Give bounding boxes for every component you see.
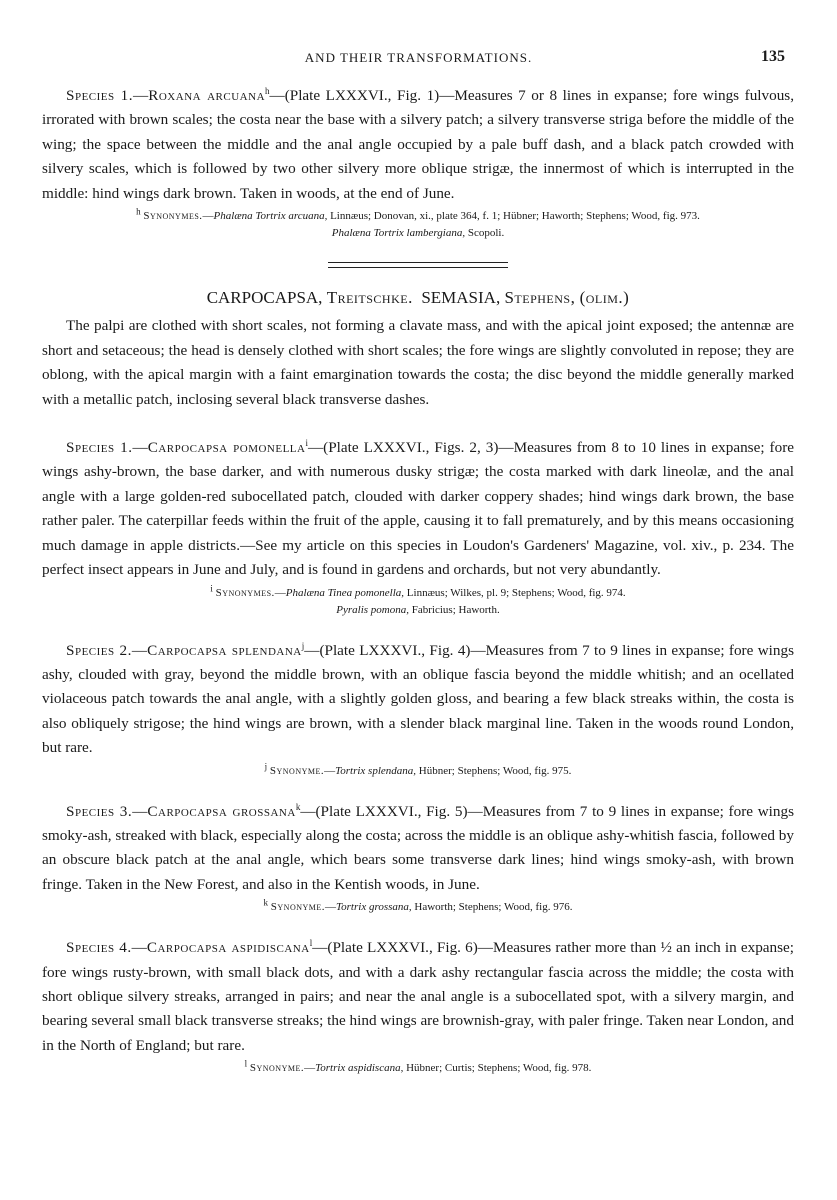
footnote-label: Synonyme. [249, 1062, 305, 1075]
page-number: 135 [761, 48, 785, 65]
species-name: Carpocapsa splendana [147, 641, 302, 659]
footnote-label: Synonymes. [215, 586, 275, 599]
genus-synonym-name: SEMASIA, [421, 288, 501, 308]
genus-note: (olim.) [579, 288, 630, 308]
species-entry-carpocapsa-pomonella: Species 1.—Carpocapsa pomonella$^i$—(Plate LXXXVI., Figs. 2, 3)—Measures from 8 to 10 lines in expanse; fore wings ashy-brown, the base darker, and with numerous dusky strigæ; the costa marked with dark lineolæ, and the anal angle with a large golden-red subocellated patch, clouded with darker coppery shades; hind wings dark brown, the base rather paler. The caterpillar feeds within the fruit of the apple, causing it to fall prematurely, and by this means occasioning much damage in apple districts.—See my article on this species in Loudon's Gardeners' Magazine, vol. xiv., p. 234. The perfect insect appears in June and July, and is found in gardens and orchards, but not very abundantly. [42, 438, 794, 579]
footnote-ref: i [305, 438, 308, 448]
footnote-pomonella: $^i$ Synonymes.—Phalæna Tinea pomonella, Linnæus; Wilkes, pl. 9; Stephens; Wood, fig. 974. Pyralis pomona, Fabricius; Haworth. [210, 582, 626, 616]
footnote-ref: k [295, 801, 301, 812]
genus-synonym-author: Stephens, [504, 288, 576, 308]
synonym-refs: Linnæus; Wilkes, pl. 9; Stephens; Wood, fig. 974. [406, 586, 626, 599]
footnote-mark: h [136, 206, 141, 217]
species-label: Species 3. [66, 802, 133, 820]
synonym-refs: Linnæus; Donovan, xi., plate 364, f. 1; Hübner; Haworth; Stephens; Wood, fig. 973. [330, 210, 700, 223]
running-head: AND THEIR TRANSFORMATIONS. [304, 50, 533, 65]
species-entry-carpocapsa-grossana: Species 3.—Carpocapsa grossana$^k$—(Plate LXXXVI., Fig. 5)—Measures from 7 to 9 lines in expanse; fore wings smoky-ash, streaked with black, especially along the costa; across the middle is an oblique ashy-whitish fascia, followed by an obscure black patch at the anal angle, which bears some transverse dark lines; hind wings smoky-ash, with brown fringe. Taken in the New Forest, and also in the Kentish woods, in June. [42, 801, 794, 893]
species-label: Species 2. [66, 641, 132, 659]
species-description: —(Plate LXXXVI., Fig. 1)—Measures 7 or 8 lines in expanse; fore wings fulvous, irrorated with brown scales; the costa near the base with a silvery patch; a silvery transverse striga before the middle of the wing; the space between the middle and the anal angle occupied by a pale buff dash, and a black patch crowded with silvery scales, which is followed by two other silvery more oblique strigæ, the innermost of which is interrupted in the middle: hind wings dark brown. Taken in woods, at the end of June. [42, 87, 794, 202]
synonym-refs: Fabricius; Haworth. [411, 603, 500, 616]
synonym-refs: Haworth; Stephens; Wood, fig. 976. [414, 901, 573, 914]
footnote-grossana: $^k$ Synonyme.—Tortrix grossana, Haworth; Stephens; Wood, fig. 976. [263, 897, 573, 914]
footnote-mark: j [264, 760, 268, 771]
species-label: Species 1. [66, 87, 134, 104]
species-name: Carpocapsa grossana [147, 802, 296, 820]
species-description: —(Plate LXXXVI., Figs. 2, 3)—Measures from 8 to 10 lines in expanse; fore wings ashy-brown, the base darker, and with numerous dusky strigæ; the costa marked with dark lineolæ, and the anal angle with a large golden-red subocellated patch, clouded with darker coppery shades; hind wings dark brown, the base rather paler. The caterpillar feeds within the fruit of the apple, causing it to fall prematurely, and by this means occasioning much damage in apple districts.—See my article on this species in Loudon's Gardeners' Magazine, vol. xiv., p. 234. The perfect insect appears in June and July, and is found in gardens and orchards, but not very abundantly. [42, 439, 794, 579]
page-body [42, 84, 794, 1077]
footnote-ref: h [265, 85, 270, 96]
synonym-name: Pyralis pomona, [336, 603, 409, 616]
synonym-name: Phalæna Tortrix lambergiana, [331, 227, 466, 240]
species-name: Carpocapsa aspidiscana [146, 939, 310, 957]
species-entry-carpocapsa-aspidiscana: Species 4.—Carpocapsa aspidiscana$^l$—(Plate LXXXVI., Fig. 6)—Measures rather more than ½ an inch in expanse; fore wings rusty-brown, with small black dots, and with a dark ashy rectangular fascia across the middle; the costa with short oblique silvery streaks, arranged in pairs; and near the anal angle is a subocellated spot, with a silvery margin, and bearing several small black transverse streaks; the hind wings are brownish-gray, with paler fringe. Taken near London, and in the North of England; but rare. [42, 938, 795, 1054]
species-description: —(Plate LXXXVI., Fig. 4)—Measures from 7 to 9 lines in expanse; fore wings ashy, clouded with gray, beyond the middle brown, with an oblique fascia beyond the middle whitish; and an ocellated violaceous patch towards the anal angle, with a slightly golden gloss, and bearing a few black streaks within, the costa is also obliquely strigose; the hind wings are brown, with a slender black marginal line. Taken in the woods round London, but rare. [42, 641, 794, 757]
species-description: —(Plate LXXXVI., Fig. 5)—Measures from 7 to 9 lines in expanse; fore wings smoky-ash, streaked with black, especially along the costa; across the middle is an oblique ashy-whitish fascia, followed by an obscure black patch at the anal angle, which bears some transverse dark lines; hind wings smoky-ash, with brown fringe. Taken in the New Forest, and also in the Kentish woods, in June. [42, 802, 794, 893]
synonym-name: Tortrix grossana, [336, 901, 412, 914]
footnote-ref: j [301, 640, 305, 651]
species-entry-carpocapsa-splendana: Species 2.—Carpocapsa splendana$^j$—(Plate LXXXVI., Fig. 4)—Measures from 7 to 9 lines in expanse; fore wings ashy, clouded with gray, beyond the middle brown, with an oblique fascia beyond the middle whitish; and an ocellated violaceous patch towards the anal angle, with a slightly golden gloss, and bearing a few black streaks within, the costa is also obliquely strigose; the hind wings are brown, with a slender black marginal line. Taken in the woods round London, but rare. [42, 640, 794, 757]
synonym-refs: Scopoli. [467, 227, 505, 240]
synonym-name: Phalæna Tortrix arcuana, [213, 210, 328, 223]
footnote-label: Synonyme. [269, 764, 325, 777]
footnote-splendana: $^j$ Synonyme.—Tortrix splendana, Hübner; Stephens; Wood, fig. 975. [264, 760, 572, 777]
footnote-roxana: $^h$ Synonymes.—Phalæna Tortrix arcuana, Linnæus; Donovan, xi., plate 364, f. 1; Hübner; Haworth; Stephens; Wood, fig. 973. Phalæna Tortrix lambergiana, Scopoli. [136, 206, 700, 240]
footnote-mark: k [263, 897, 269, 908]
synonym-refs: Hübner; Curtis; Stephens; Wood, fig. 978. [406, 1062, 592, 1075]
synonym-refs: Hübner; Stephens; Wood, fig. 975. [418, 764, 572, 777]
species-name: Roxana arcuana [148, 87, 266, 104]
footnote-label: Synonyme. [270, 901, 326, 914]
footnote-mark: i [210, 582, 213, 593]
synonym-name: Phalæna Tinea pomonella, [285, 586, 405, 599]
footnote-ref: l [309, 938, 313, 949]
species-label: Species 1. [66, 439, 133, 457]
species-name: Carpocapsa pomonella [147, 439, 306, 457]
species-entry-roxana-arcuana: Species 1.—Roxana arcuana$^h$—(Plate LXXXVI., Fig. 1)—Measures 7 or 8 lines in expanse; fore wings fulvous, irrorated with brown scales; the costa near the base with a silvery patch; a silvery transverse striga before the middle of the wing; the space between the middle and the anal angle occupied by a pale buff dash, and a black patch crowded with silvery scales, which is followed by two other silvery more oblique strigæ, the innermost of which is interrupted in the middle: hind wings dark brown. Taken in woods, at the end of June. [42, 85, 794, 202]
genus-author: Treitschke. [326, 288, 413, 308]
genus-name: CARPOCAPSA, [206, 288, 323, 308]
synonym-name: Tortrix splendana, [335, 764, 417, 777]
species-description: —(Plate LXXXVI., Fig. 6)—Measures rather more than ½ an inch in expanse; fore wings rusty-brown, with small black dots, and with a dark ashy rectangular fascia across the middle; the costa with short oblique silvery streaks, arranged in pairs; and near the anal angle is a subocellated spot, with a silvery margin, and bearing several small black transverse streaks; the hind wings are brownish-gray, with paler fringe. Taken near London, and in the North of England; but rare. [42, 939, 795, 1054]
species-label: Species 4. [66, 939, 132, 957]
genus-heading [42, 286, 794, 310]
footnote-mark: l [244, 1058, 248, 1069]
synonym-name: Tortrix aspidiscana, [315, 1062, 404, 1075]
section-divider [328, 262, 508, 268]
genus-description: The palpi are clothed with short scales, not forming a clavate mass, and with the apical joint exposed; the antennæ are short and setaceous; the head is densely clothed with short scales; the fore wings are slightly convoluted in repose; they are oblong, with the apical margin with a faint emargination towards the costa; the disc beyond the middle generally marked with a metallic patch, inclosing several black transverse dashes. [42, 317, 794, 408]
footnote-label: Synonymes. [143, 210, 203, 223]
footnote-aspidiscana: $^l$ Synonyme.—Tortrix aspidiscana, Hübner; Curtis; Stephens; Wood, fig. 978. [244, 1058, 592, 1075]
